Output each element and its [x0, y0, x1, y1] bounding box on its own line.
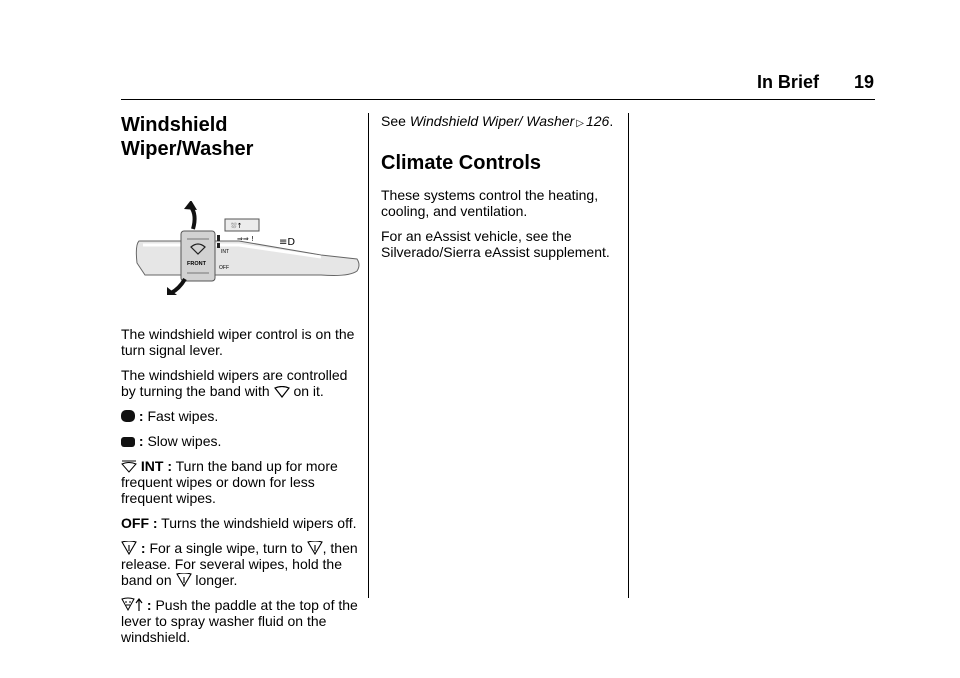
column-divider [628, 113, 629, 598]
header-rule [121, 99, 875, 100]
item-off: OFF : Turns the windshield wipers off. [121, 515, 357, 531]
front-label: FRONT [187, 261, 206, 267]
fast-wipe-icon [121, 410, 135, 422]
paragraph-climate-intro: These systems control the heating, cooling, and ventilation. [381, 187, 599, 219]
svg-text:⇒⇒ !: ⇒⇒ ! [237, 235, 254, 243]
svg-text:⛆↑: ⛆↑ [231, 222, 243, 230]
interval-wipe-icon [121, 460, 137, 473]
paragraph-band: The windshield wipers are controlled by turning the band with on it. [121, 367, 348, 399]
off-label: OFF [219, 265, 229, 271]
item-fast: : Fast wipes. [121, 408, 361, 424]
mist-wipe-icon [176, 573, 192, 587]
column-left [121, 113, 361, 654]
section-title-wiper: Windshield Wiper/Washer [121, 114, 254, 160]
page-reference-arrow-icon: ▷ [576, 118, 584, 129]
section-title-climate: Climate Controls [381, 152, 542, 174]
see-also-reference: See Windshield Wiper/ Washer ▷ 126. [381, 113, 614, 129]
slow-wipe-icon [121, 437, 135, 447]
wiper-lever-illustration [121, 201, 361, 295]
paragraph-intro: The windshield wiper control is on the turn signal lever. [121, 326, 355, 358]
see-also-link[interactable]: Windshield Wiper/ Washer [409, 113, 575, 129]
int-label: INT [221, 249, 230, 255]
column-divider [368, 113, 369, 598]
item-mist: : For a single wipe, turn to , then release. For several wipes, hold the band on longer. [121, 540, 358, 588]
section-name: In Brief [756, 72, 819, 92]
paragraph-eassist: For an eAssist vehicle, see the Silverado/Sierra eAssist supplement. [381, 228, 610, 260]
wiper-icon [274, 386, 290, 398]
item-slow: : Slow wipes. [121, 433, 361, 449]
running-head [757, 72, 874, 93]
washer-icon [121, 597, 143, 612]
column-middle [381, 113, 621, 269]
svg-text:≡D: ≡D [279, 237, 296, 248]
mist-wipe-icon [307, 541, 323, 555]
item-int: INT : Turn the band up for more frequent wipes or down for less frequent wipes. [121, 458, 338, 506]
page-number: 19 [853, 72, 874, 92]
mist-wipe-icon [121, 541, 137, 555]
item-washer: : Push the paddle at the top of the lever to spray washer fluid on the windshield. [121, 597, 358, 645]
see-also-page[interactable]: 126 [585, 113, 610, 129]
